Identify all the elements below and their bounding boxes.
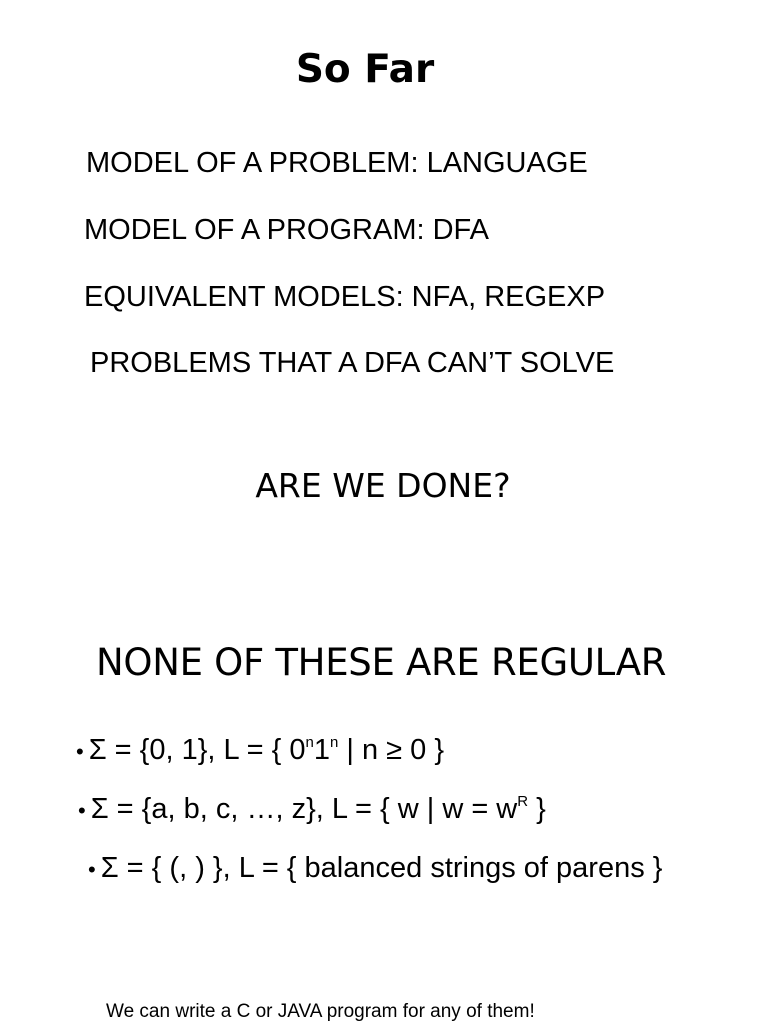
bullet-item — [88, 850, 662, 888]
bullet-item — [76, 732, 444, 770]
bullet-item — [78, 791, 546, 829]
bullet-text: Σ = { (, ) }, L = { balanced strings of parens } — [100, 852, 663, 884]
bullet-text: Σ = {a, b, c, …, z}, L = { w | $w = w^R$ } — [90, 793, 546, 825]
summary-line-program: MODEL OF A PROGRAM: DFA — [84, 214, 489, 246]
summary-line-limits: PROBLEMS THAT A DFA CAN’T SOLVE — [90, 347, 615, 379]
summary-line-equivalent: EQUIVALENT MODELS: NFA, REGEXP — [84, 281, 606, 313]
slide-title-2: NONE OF THESE ARE REGULAR — [96, 641, 667, 684]
bullet-text: Σ = {0, 1}, L = { 0$^n$1$^n$ | n ≥ 0 } — [88, 734, 445, 766]
slide-title: So Far — [295, 47, 435, 92]
bullet-marker: • — [78, 798, 86, 823]
closing-remark: We can write a C or JAVA program for any of them! — [106, 1001, 535, 1022]
bullet-marker: • — [76, 739, 84, 764]
bullet-marker: • — [88, 857, 96, 882]
question-text: ARE WE DONE? — [255, 466, 511, 505]
summary-line-problem: MODEL OF A PROBLEM: LANGUAGE — [86, 147, 588, 179]
